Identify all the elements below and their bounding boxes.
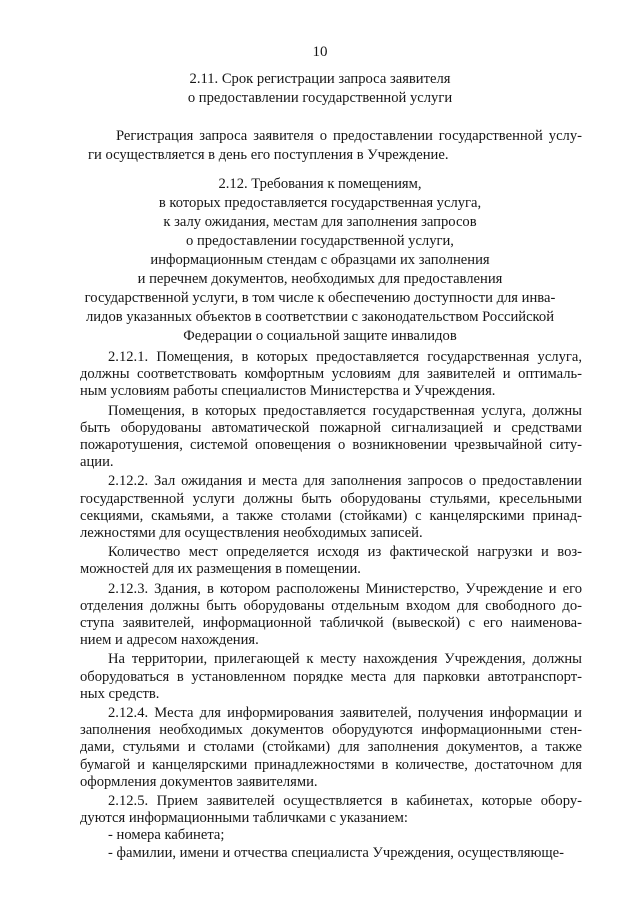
heading-line: и перечнем документов, необходимых для предоставления — [137, 271, 503, 287]
text-line: - фамилии, имени и отчества специалиста Учреждения, осуществляюще- — [108, 844, 564, 861]
text-line: 2.12.3. Здания, в котором расположены Министерство, Учреждение и его — [108, 580, 582, 597]
paragraph-parking — [80, 651, 582, 703]
list-item-specialist-name — [80, 845, 582, 862]
text-line: дуются информационными табличками с указанием: — [80, 810, 408, 827]
section-2-12-body — [80, 349, 582, 862]
heading-line: лидов указанных объектов в соответствии с законодательством Российской — [85, 309, 555, 325]
text-line: дами, стульями и столами (стойками) для заполнения документов, а также — [80, 739, 582, 756]
text-line: 2.12.2. Зал ожидания и места для заполнения запросов о предоставлении — [108, 473, 582, 490]
paragraph-fire-safety — [80, 403, 582, 472]
paragraph-2-12-1 — [80, 349, 582, 401]
text-line: секциями, скамьями, а также столами (стойками) с канцелярскими принад- — [80, 507, 582, 524]
text-line: ных средств. — [80, 685, 160, 702]
heading-line: Федерации о социальной защите инвалидов — [183, 328, 457, 344]
text-line: Количество мест определяется исходя из фактической нагрузки и воз- — [108, 544, 582, 561]
text-line: ги осуществляется в день его поступления в Учреждение. — [88, 147, 449, 163]
section-2-12-heading — [60, 175, 580, 346]
text-line: ступа заявителей, информационной табличкой (вывеской) с его наименова- — [80, 615, 582, 632]
heading-line: информационным стендам с образцами их заполнения — [150, 252, 490, 268]
text-line: 2.12.1. Помещения, в которых предоставляется государственная услуга, — [108, 349, 582, 365]
text-line: заполнения необходимых документов оборудуются информационными стен- — [80, 722, 582, 739]
text-line: быть оборудованы автоматической пожарной сигнализацией и средствами — [80, 419, 582, 436]
text-line: отделения должны быть оборудованы отдельным входом для свободного до- — [80, 597, 582, 614]
text-line: 2.12.4. Места для информирования заявителей, получения информации и — [108, 705, 582, 722]
text-line: государственной услуги должны быть оборудованы стульями, кресельными — [80, 490, 582, 507]
heading-line: 2.12. Требования к помещениям, — [218, 176, 422, 192]
section-2-11-heading — [60, 70, 580, 108]
text-line: Регистрация запроса заявителя о предоставлении государственной услу- — [116, 128, 582, 144]
paragraph-2-12-3 — [80, 581, 582, 650]
text-line: бумагой и канцелярскими принадлежностями в количестве, достаточном для — [80, 756, 582, 773]
paragraph-seats — [80, 544, 582, 578]
text-line: оформления документов заявителями. — [80, 773, 318, 790]
section-2-11-text — [88, 127, 582, 165]
text-line: ным условиям работы специалистов Министерства и Учреждения. — [80, 383, 496, 400]
heading-line: в которых предоставляется государственная услуга, — [158, 195, 482, 211]
paragraph-2-12-5 — [80, 793, 582, 827]
paragraph-2-12-2 — [80, 473, 582, 542]
text-line: Помещения, в которых предоставляется государственная услуга, должны — [108, 402, 582, 419]
heading-line: о предоставлении государственной услуги, — [186, 233, 454, 249]
page-number: 10 — [312, 44, 328, 60]
text-line: 2.12.5. Прием заявителей осуществляется в кабинетах, которые обору- — [108, 793, 582, 810]
heading-line: государственной услуги, в том числе к обеспечению доступности для инва- — [84, 290, 556, 306]
text-line: можностей для их размещения в помещении. — [80, 561, 361, 578]
text-line: нием и адресом нахождения. — [80, 632, 259, 649]
list-item-room-number — [80, 827, 582, 844]
text-line: На территории, прилегающей к месту нахождения Учреждения, должны — [108, 651, 582, 668]
text-line: оборудоваться в установленном порядке места для парковки автотранспорт- — [80, 668, 582, 685]
text-line: должны соответствовать комфортным условиям для заявителей и оптималь- — [80, 366, 582, 383]
text-line: ации. — [80, 454, 114, 471]
heading-line: 2.11. Срок регистрации запроса заявителя — [189, 71, 451, 87]
text-line: лежностями для осуществления необходимых записей. — [80, 525, 423, 542]
text-line: - номера кабинета; — [108, 827, 225, 844]
paragraph-2-12-4 — [80, 705, 582, 791]
text-line: пожаротушения, системой оповещения о возникновении чрезвычайной ситу- — [80, 437, 582, 454]
heading-line: к залу ожидания, местам для заполнения запросов — [163, 214, 477, 230]
heading-line: о предоставлении государственной услуги — [187, 90, 453, 106]
